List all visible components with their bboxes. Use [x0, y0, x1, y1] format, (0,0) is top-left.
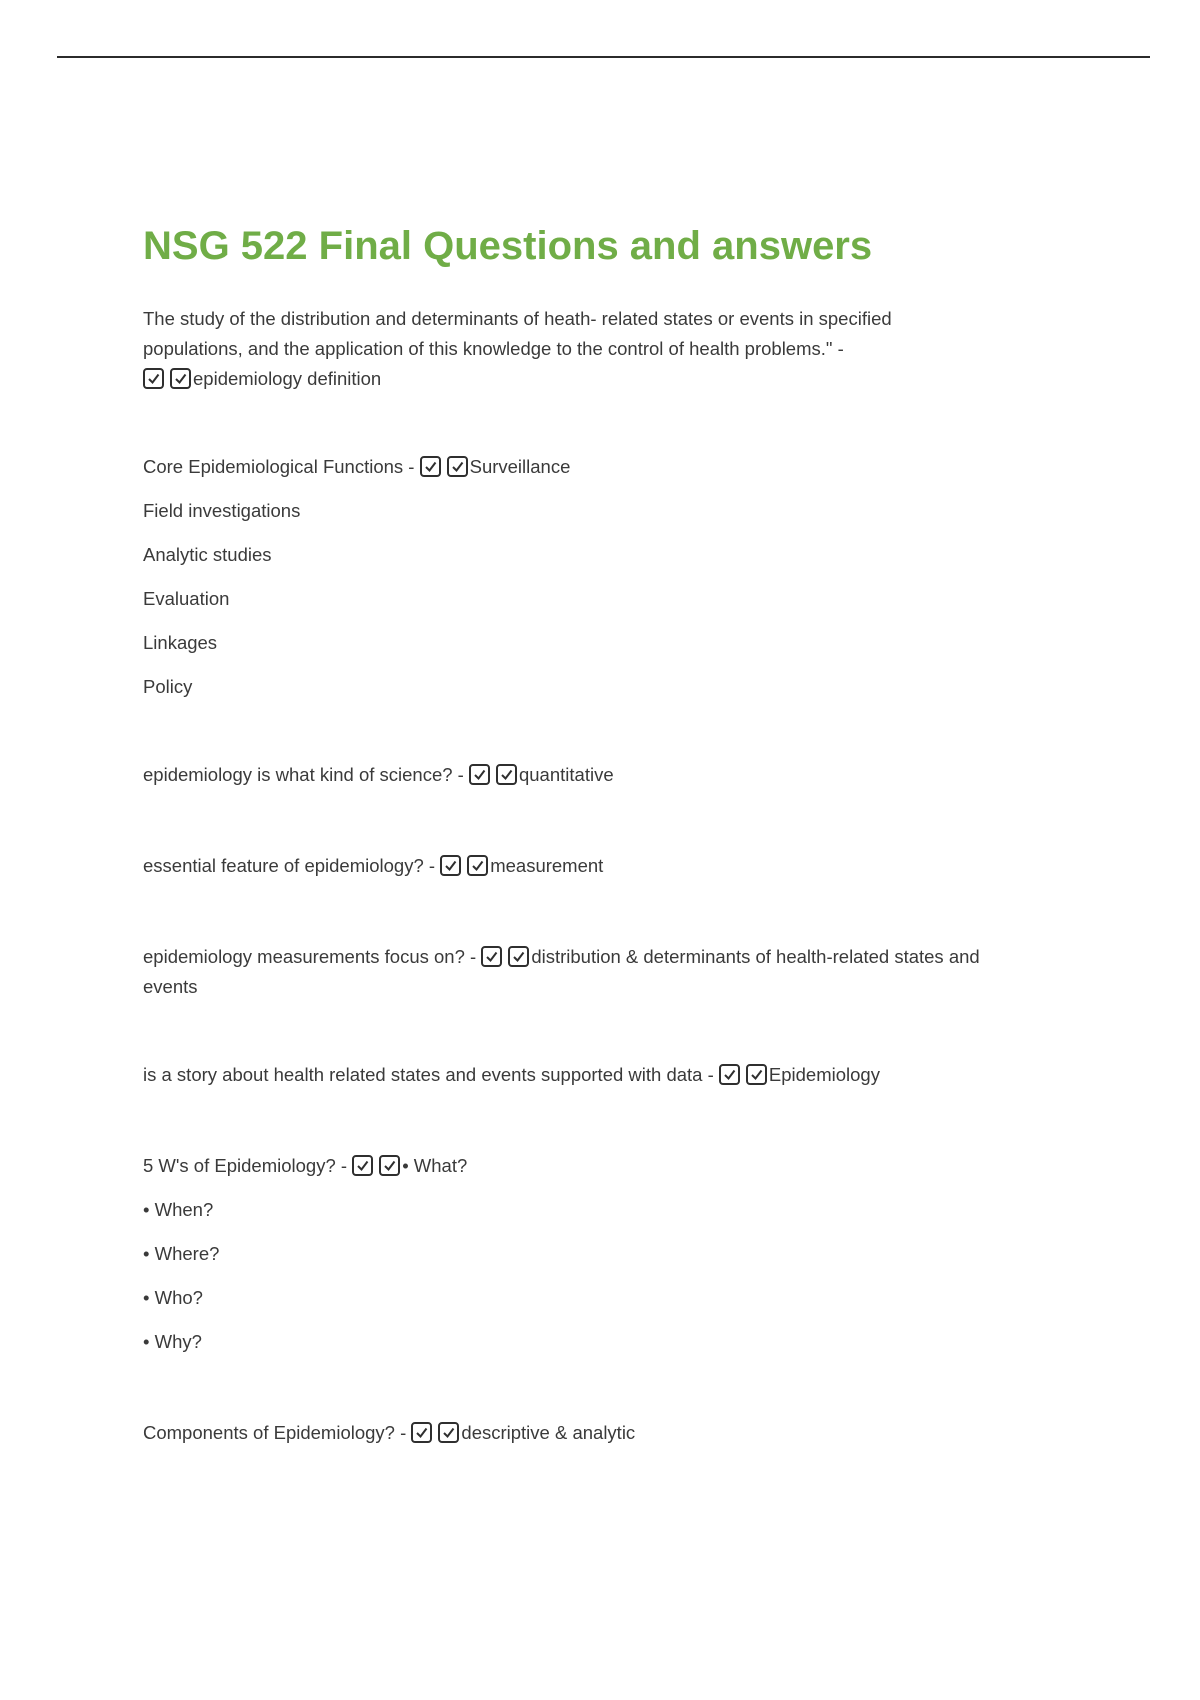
checkbox-checked-icon	[143, 368, 164, 389]
question-line	[143, 1151, 1083, 1181]
question-line	[143, 760, 1083, 790]
list-item: • Who?	[143, 1287, 203, 1308]
list-item: Policy	[143, 676, 193, 697]
checkbox-checked-icon	[746, 1064, 767, 1085]
answer-text: • What?	[402, 1155, 468, 1176]
checkbox-checked-icon	[411, 1422, 432, 1443]
checkbox-checked-icon	[447, 456, 468, 477]
checkbox-checked-icon	[469, 764, 490, 785]
checkbox-checked-icon	[379, 1155, 400, 1176]
qa-item-8	[143, 1418, 1083, 1448]
checkbox-checked-icon	[496, 764, 517, 785]
checkbox-checked-icon	[438, 1422, 459, 1443]
question-text: 5 W's of Epidemiology? -	[143, 1155, 348, 1176]
question-text: epidemiology is what kind of science? -	[143, 764, 464, 785]
top-rule	[57, 56, 1150, 58]
question-text: Core Epidemiological Functions -	[143, 456, 415, 477]
list-item: • Why?	[143, 1331, 202, 1352]
answer-text-continued: events	[143, 976, 198, 997]
answer-line	[143, 364, 1083, 394]
question-text: is a story about health related states and events supported with data -	[143, 1064, 714, 1085]
answer-text: descriptive & analytic	[461, 1422, 636, 1443]
qa-item-4	[143, 851, 1083, 881]
answer-text: distribution & determinants of health-related states and	[531, 946, 980, 967]
qa-item-2	[143, 452, 1083, 702]
question-text-line: The study of the distribution and determinants of heath- related states or events in specified	[143, 308, 892, 329]
checkbox-checked-icon	[508, 946, 529, 967]
checkbox-checked-icon	[719, 1064, 740, 1085]
question-line	[143, 851, 1083, 881]
question-text-line: populations, and the application of this knowledge to the control of health problems." -	[143, 338, 844, 359]
list-item: • When?	[143, 1199, 214, 1220]
list-item: Analytic studies	[143, 544, 272, 565]
answer-text: epidemiology definition	[193, 368, 382, 389]
list-item: Linkages	[143, 632, 218, 653]
question-line	[143, 942, 1083, 972]
question-line	[143, 1060, 1083, 1090]
question-text: epidemiology measurements focus on? -	[143, 946, 477, 967]
page-title: NSG 522 Final Questions and answers	[143, 224, 873, 268]
answer-text: quantitative	[518, 764, 614, 785]
qa-item-1	[143, 304, 1083, 394]
question-line	[143, 1418, 1083, 1448]
checkbox-checked-icon	[481, 946, 502, 967]
list-item: • Where?	[143, 1243, 220, 1264]
qa-item-6	[143, 1060, 1083, 1090]
qa-item-5	[143, 942, 1083, 1002]
document-body	[143, 218, 1083, 1448]
qa-item-7	[143, 1151, 1083, 1357]
answer-text: Surveillance	[469, 456, 571, 477]
checkbox-checked-icon	[170, 368, 191, 389]
checkbox-checked-icon	[440, 855, 461, 876]
answer-text: Epidemiology	[768, 1064, 880, 1085]
qa-item-3	[143, 760, 1083, 790]
list-item: Evaluation	[143, 588, 230, 609]
checkbox-checked-icon	[467, 855, 488, 876]
question-text: essential feature of epidemiology? -	[143, 855, 436, 876]
question-text: Components of Epidemiology? -	[143, 1422, 407, 1443]
question-line	[143, 452, 1083, 482]
list-item: Field investigations	[143, 500, 301, 521]
checkbox-checked-icon	[420, 456, 441, 477]
checkbox-checked-icon	[352, 1155, 373, 1176]
answer-text: measurement	[490, 855, 604, 876]
